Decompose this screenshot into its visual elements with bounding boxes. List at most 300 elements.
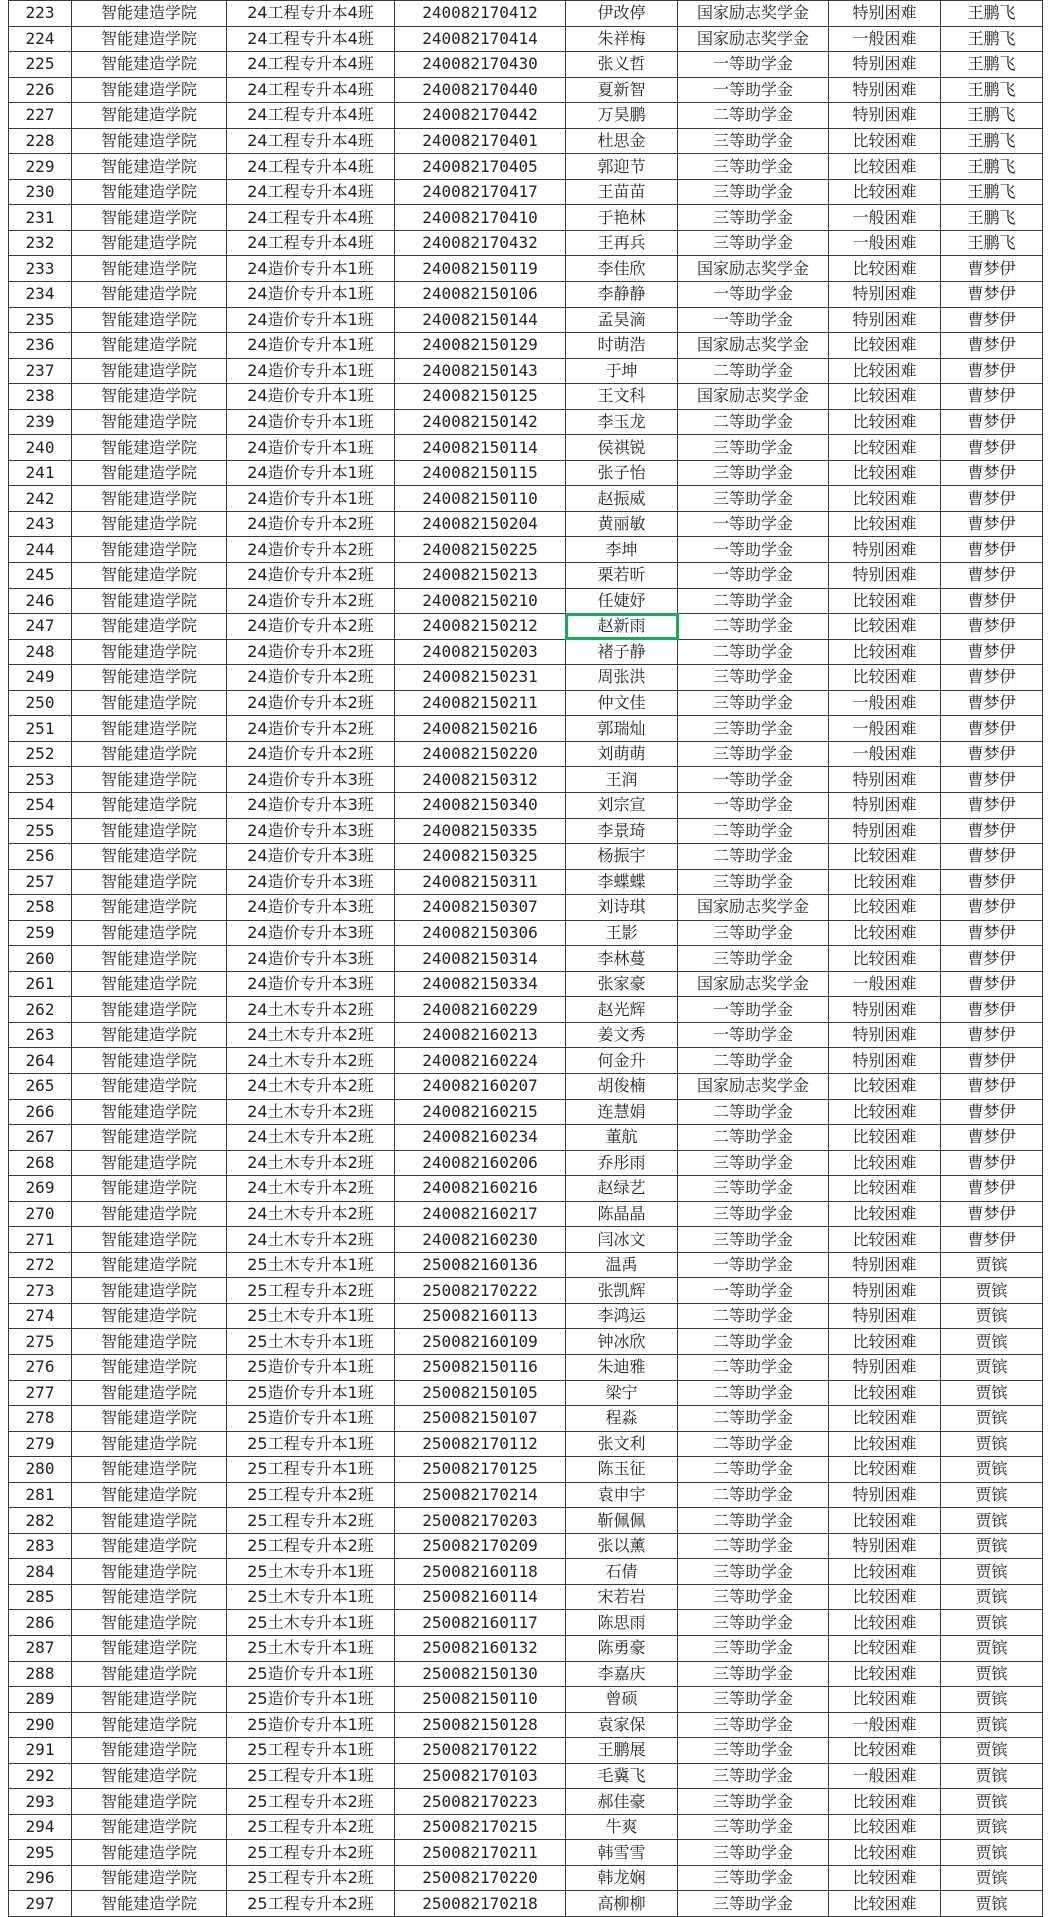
- award-type-cell: 三等助学金: [678, 230, 829, 256]
- student-name-cell[interactable]: 张凯辉: [566, 1278, 678, 1304]
- award-type-cell: 二等助学金: [678, 1125, 829, 1151]
- student-name-cell[interactable]: 李蝶蝶: [566, 869, 678, 895]
- student-name-cell[interactable]: 于坤: [566, 358, 678, 384]
- college-cell: 智能建造学院: [72, 1406, 227, 1432]
- award-type-cell: 二等助学金: [678, 639, 829, 665]
- student-name-cell[interactable]: 夏新智: [566, 77, 678, 103]
- student-name-cell[interactable]: 李坤: [566, 537, 678, 563]
- class-cell: 24土木专升本2班: [227, 1176, 395, 1202]
- student-name-cell[interactable]: 李佳欣: [566, 256, 678, 282]
- difficulty-level-cell: 比较困难: [829, 1661, 941, 1687]
- student-name-cell[interactable]: 张子怡: [566, 460, 678, 486]
- student-name-cell[interactable]: 郝佳豪: [566, 1789, 678, 1815]
- college-cell: 智能建造学院: [72, 792, 227, 818]
- difficulty-level-cell: 特别困难: [829, 52, 941, 78]
- row-number-cell: 286: [9, 1610, 72, 1636]
- award-type-cell: 三等助学金: [678, 690, 829, 716]
- teacher-cell: 曹梦伊: [941, 818, 1043, 844]
- class-cell: 24造价专升本1班: [227, 409, 395, 435]
- award-type-cell: 三等助学金: [678, 741, 829, 767]
- difficulty-level-cell: 比较困难: [829, 1150, 941, 1176]
- student-id-cell: 240082150106: [395, 282, 566, 308]
- student-name-cell[interactable]: 伊改停: [566, 1, 678, 27]
- row-number-cell: 271: [9, 1227, 72, 1253]
- difficulty-level-cell: 特别困难: [829, 1252, 941, 1278]
- award-type-cell: 二等助学金: [678, 1533, 829, 1559]
- award-type-cell: 三等助学金: [678, 1176, 829, 1202]
- college-cell: 智能建造学院: [72, 1125, 227, 1151]
- student-name-cell[interactable]: 万昊鹏: [566, 103, 678, 129]
- student-name-cell[interactable]: 袁申宇: [566, 1482, 678, 1508]
- award-type-cell: 二等助学金: [678, 1508, 829, 1534]
- college-cell: 智能建造学院: [72, 1482, 227, 1508]
- student-name-cell[interactable]: 王润: [566, 767, 678, 793]
- student-name-cell[interactable]: 钟冰欣: [566, 1329, 678, 1355]
- difficulty-level-cell: 比较困难: [829, 1406, 941, 1432]
- difficulty-level-cell: 一般困难: [829, 1712, 941, 1738]
- student-name-cell[interactable]: 李林蔓: [566, 946, 678, 972]
- award-type-cell: 国家励志奖学金: [678, 971, 829, 997]
- difficulty-level-cell: 比较困难: [829, 1201, 941, 1227]
- class-cell: 24土木专升本2班: [227, 997, 395, 1023]
- student-id-cell: 240082150334: [395, 971, 566, 997]
- student-name-cell[interactable]: 张家豪: [566, 971, 678, 997]
- table-row: [9, 946, 1043, 972]
- college-cell: 智能建造学院: [72, 1252, 227, 1278]
- teacher-cell: 曹梦伊: [941, 384, 1043, 410]
- student-name-cell[interactable]: 赵绿艺: [566, 1176, 678, 1202]
- row-number-cell: 287: [9, 1636, 72, 1662]
- class-cell: 24造价专升本3班: [227, 869, 395, 895]
- student-name-cell[interactable]: 刘萌萌: [566, 741, 678, 767]
- teacher-cell: 曹梦伊: [941, 716, 1043, 742]
- class-cell: 25造价专升本1班: [227, 1406, 395, 1432]
- student-name-cell[interactable]: 郭瑞灿: [566, 716, 678, 742]
- table-row: [9, 818, 1043, 844]
- teacher-cell: 王鹏飞: [941, 1, 1043, 27]
- table-row: [9, 767, 1043, 793]
- class-cell: 25造价专升本1班: [227, 1354, 395, 1380]
- class-cell: 24造价专升本3班: [227, 971, 395, 997]
- award-type-cell: 二等助学金: [678, 588, 829, 614]
- student-name-cell[interactable]: 何金升: [566, 1048, 678, 1074]
- award-type-cell: 二等助学金: [678, 818, 829, 844]
- teacher-cell: 曹梦伊: [941, 1176, 1043, 1202]
- award-type-cell: 三等助学金: [678, 1610, 829, 1636]
- class-cell: 24造价专升本1班: [227, 307, 395, 333]
- table-row: [9, 1329, 1043, 1355]
- award-type-cell: 三等助学金: [678, 869, 829, 895]
- table-row: [9, 614, 1043, 640]
- student-name-cell[interactable]: 侯祺锐: [566, 435, 678, 461]
- student-name-cell[interactable]: 任婕妤: [566, 588, 678, 614]
- table-row: [9, 307, 1043, 333]
- teacher-cell: 曹梦伊: [941, 256, 1043, 282]
- row-number-cell: 277: [9, 1380, 72, 1406]
- award-type-cell: 二等助学金: [678, 614, 829, 640]
- teacher-cell: 王鹏飞: [941, 52, 1043, 78]
- student-name-cell[interactable]: 刘宗宣: [566, 792, 678, 818]
- award-type-cell: 三等助学金: [678, 179, 829, 205]
- teacher-cell: 王鹏飞: [941, 103, 1043, 129]
- table-row: [9, 1789, 1043, 1815]
- award-type-cell: 二等助学金: [678, 1354, 829, 1380]
- student-name-cell[interactable]: 李玉龙: [566, 409, 678, 435]
- student-id-cell: 240082150231: [395, 665, 566, 691]
- table-row: [9, 1891, 1043, 1917]
- award-type-cell: 一等助学金: [678, 1252, 829, 1278]
- difficulty-level-cell: 一般困难: [829, 230, 941, 256]
- difficulty-level-cell: 比较困难: [829, 1584, 941, 1610]
- student-name-cell[interactable]: 张文利: [566, 1431, 678, 1457]
- difficulty-level-cell: 一般困难: [829, 205, 941, 231]
- student-name-cell[interactable]: 陈晶晶: [566, 1201, 678, 1227]
- teacher-cell: 曹梦伊: [941, 460, 1043, 486]
- row-number-cell: 279: [9, 1431, 72, 1457]
- difficulty-level-cell: 特别困难: [829, 1278, 941, 1304]
- row-number-cell: 292: [9, 1763, 72, 1789]
- college-cell: 智能建造学院: [72, 1022, 227, 1048]
- row-number-cell: 264: [9, 1048, 72, 1074]
- student-name-cell[interactable]: 时萌浩: [566, 333, 678, 359]
- row-number-cell: 258: [9, 895, 72, 921]
- difficulty-level-cell: 一般困难: [829, 716, 941, 742]
- class-cell: 24土木专升本2班: [227, 1022, 395, 1048]
- table-row: [9, 486, 1043, 512]
- student-name-cell[interactable]: 李鸿运: [566, 1303, 678, 1329]
- table-row: [9, 256, 1043, 282]
- student-id-cell: 250082170209: [395, 1533, 566, 1559]
- student-id-cell: 240082170414: [395, 26, 566, 52]
- table-row: [9, 1636, 1043, 1662]
- student-name-cell[interactable]: 朱迪雅: [566, 1354, 678, 1380]
- student-id-cell: 250082170211: [395, 1840, 566, 1866]
- row-number-cell: 297: [9, 1891, 72, 1917]
- student-name-cell[interactable]: 朱祥梅: [566, 26, 678, 52]
- student-name-cell[interactable]: 李景琦: [566, 818, 678, 844]
- difficulty-level-cell: 比较困难: [829, 1508, 941, 1534]
- difficulty-level-cell: 比较困难: [829, 1687, 941, 1713]
- student-name-cell[interactable]: 周张洪: [566, 665, 678, 691]
- student-id-cell: 250082160117: [395, 1610, 566, 1636]
- student-name-cell[interactable]: 郭迎节: [566, 154, 678, 180]
- row-number-cell: 233: [9, 256, 72, 282]
- table-row: [9, 1584, 1043, 1610]
- award-type-cell: 三等助学金: [678, 1636, 829, 1662]
- student-name-cell[interactable]: 董航: [566, 1125, 678, 1151]
- student-name-cell[interactable]: 张以薰: [566, 1533, 678, 1559]
- student-id-cell: 250082150130: [395, 1661, 566, 1687]
- difficulty-level-cell: 比较困难: [829, 1559, 941, 1585]
- student-id-cell: 250082170125: [395, 1457, 566, 1483]
- class-cell: 25土木专升本1班: [227, 1252, 395, 1278]
- student-id-cell: 240082160207: [395, 1073, 566, 1099]
- class-cell: 24工程专升本4班: [227, 230, 395, 256]
- student-name-cell[interactable]: 杜思金: [566, 128, 678, 154]
- row-number-cell: 226: [9, 77, 72, 103]
- teacher-cell: 曹梦伊: [941, 767, 1043, 793]
- row-number-cell: 276: [9, 1354, 72, 1380]
- college-cell: 智能建造学院: [72, 844, 227, 870]
- student-name-cell[interactable]: 陈思雨: [566, 1610, 678, 1636]
- student-name-cell[interactable]: 梁宁: [566, 1380, 678, 1406]
- college-cell: 智能建造学院: [72, 716, 227, 742]
- table-row: [9, 869, 1043, 895]
- college-cell: 智能建造学院: [72, 1508, 227, 1534]
- difficulty-level-cell: 比较困难: [829, 1865, 941, 1891]
- teacher-cell: 曹梦伊: [941, 563, 1043, 589]
- teacher-cell: 曹梦伊: [941, 1227, 1043, 1253]
- table-body: [9, 1, 1043, 1917]
- row-number-cell: 252: [9, 741, 72, 767]
- table-row: [9, 895, 1043, 921]
- student-id-cell: 250082170222: [395, 1278, 566, 1304]
- difficulty-level-cell: 特别困难: [829, 792, 941, 818]
- award-type-cell: 二等助学金: [678, 1303, 829, 1329]
- college-cell: 智能建造学院: [72, 282, 227, 308]
- student-name-cell[interactable]: 于艳林: [566, 205, 678, 231]
- row-number-cell: 241: [9, 460, 72, 486]
- class-cell: 24土木专升本2班: [227, 1099, 395, 1125]
- teacher-cell: 曹梦伊: [941, 665, 1043, 691]
- student-id-cell: 240082150212: [395, 614, 566, 640]
- difficulty-level-cell: 比较困难: [829, 409, 941, 435]
- difficulty-level-cell: 比较困难: [829, 1891, 941, 1917]
- student-name-cell[interactable]: 孟昊滴: [566, 307, 678, 333]
- teacher-cell: 曹梦伊: [941, 307, 1043, 333]
- college-cell: 智能建造学院: [72, 690, 227, 716]
- student-name-cell[interactable]: 陈勇豪: [566, 1636, 678, 1662]
- college-cell: 智能建造学院: [72, 537, 227, 563]
- class-cell: 24造价专升本2班: [227, 690, 395, 716]
- college-cell: 智能建造学院: [72, 1533, 227, 1559]
- teacher-cell: 贾镔: [941, 1610, 1043, 1636]
- college-cell: 智能建造学院: [72, 1687, 227, 1713]
- row-number-cell: 238: [9, 384, 72, 410]
- student-name-cell[interactable]: 胡俊楠: [566, 1073, 678, 1099]
- student-id-cell: 250082150128: [395, 1712, 566, 1738]
- student-name-cell[interactable]: 程淼: [566, 1406, 678, 1432]
- student-id-cell: 240082150216: [395, 716, 566, 742]
- student-id-cell: 240082160229: [395, 997, 566, 1023]
- table-row: [9, 741, 1043, 767]
- teacher-cell: 王鹏飞: [941, 128, 1043, 154]
- student-name-cell[interactable]: 张义哲: [566, 52, 678, 78]
- student-id-cell: 250082160132: [395, 1636, 566, 1662]
- student-name-cell[interactable]: 姜文秀: [566, 1022, 678, 1048]
- student-name-cell[interactable]: 袁家保: [566, 1712, 678, 1738]
- student-id-cell: 240082150340: [395, 792, 566, 818]
- teacher-cell: 曹梦伊: [941, 1048, 1043, 1074]
- award-type-cell: 三等助学金: [678, 1150, 829, 1176]
- student-name-cell[interactable]: 赵新雨: [566, 614, 678, 640]
- class-cell: 25工程专升本2班: [227, 1533, 395, 1559]
- award-type-cell: 三等助学金: [678, 1789, 829, 1815]
- class-cell: 24造价专升本3班: [227, 946, 395, 972]
- difficulty-level-cell: 比较困难: [829, 1840, 941, 1866]
- student-name-cell[interactable]: 王文科: [566, 384, 678, 410]
- difficulty-level-cell: 比较困难: [829, 1329, 941, 1355]
- row-number-cell: 247: [9, 614, 72, 640]
- student-name-cell[interactable]: 石倩: [566, 1559, 678, 1585]
- class-cell: 24工程专升本4班: [227, 128, 395, 154]
- award-type-cell: 三等助学金: [678, 1738, 829, 1764]
- table-row: [9, 792, 1043, 818]
- student-name-cell[interactable]: 连慧娟: [566, 1099, 678, 1125]
- student-id-cell: 240082160230: [395, 1227, 566, 1253]
- student-name-cell[interactable]: 乔彤雨: [566, 1150, 678, 1176]
- class-cell: 24造价专升本1班: [227, 256, 395, 282]
- class-cell: 24工程专升本4班: [227, 52, 395, 78]
- difficulty-level-cell: 比较困难: [829, 946, 941, 972]
- student-id-cell: 240082170440: [395, 77, 566, 103]
- student-id-cell: 240082170417: [395, 179, 566, 205]
- student-name-cell[interactable]: 褚子静: [566, 639, 678, 665]
- award-type-cell: 三等助学金: [678, 1865, 829, 1891]
- row-number-cell: 291: [9, 1738, 72, 1764]
- student-name-cell[interactable]: 曾硕: [566, 1687, 678, 1713]
- teacher-cell: 贾镔: [941, 1636, 1043, 1662]
- award-type-cell: 国家励志奖学金: [678, 26, 829, 52]
- row-number-cell: 237: [9, 358, 72, 384]
- row-number-cell: 285: [9, 1584, 72, 1610]
- table-row: [9, 1073, 1043, 1099]
- student-name-cell[interactable]: 王苗苗: [566, 179, 678, 205]
- award-type-cell: 二等助学金: [678, 1482, 829, 1508]
- row-number-cell: 251: [9, 716, 72, 742]
- student-name-cell[interactable]: 宋若岩: [566, 1584, 678, 1610]
- difficulty-level-cell: 比较困难: [829, 1610, 941, 1636]
- student-id-cell: 250082170220: [395, 1865, 566, 1891]
- row-number-cell: 253: [9, 767, 72, 793]
- table-row: [9, 1303, 1043, 1329]
- table-row: [9, 1814, 1043, 1840]
- college-cell: 智能建造学院: [72, 1201, 227, 1227]
- student-name-cell[interactable]: 王影: [566, 920, 678, 946]
- difficulty-level-cell: 比较困难: [829, 844, 941, 870]
- college-cell: 智能建造学院: [72, 767, 227, 793]
- table-row: [9, 1457, 1043, 1483]
- award-type-cell: 三等助学金: [678, 1840, 829, 1866]
- teacher-cell: 贾镔: [941, 1814, 1043, 1840]
- row-number-cell: 262: [9, 997, 72, 1023]
- row-number-cell: 265: [9, 1073, 72, 1099]
- student-id-cell: 240082150312: [395, 767, 566, 793]
- college-cell: 智能建造学院: [72, 1380, 227, 1406]
- student-name-cell[interactable]: 仲文佳: [566, 690, 678, 716]
- difficulty-level-cell: 比较困难: [829, 1636, 941, 1662]
- student-id-cell: 240082170410: [395, 205, 566, 231]
- difficulty-level-cell: 比较困难: [829, 511, 941, 537]
- table-row: [9, 920, 1043, 946]
- teacher-cell: 贾镔: [941, 1891, 1043, 1917]
- table-row: [9, 333, 1043, 359]
- class-cell: 24土木专升本2班: [227, 1048, 395, 1074]
- difficulty-level-cell: 特别困难: [829, 997, 941, 1023]
- student-name-cell[interactable]: 闫冰文: [566, 1227, 678, 1253]
- student-name-cell[interactable]: 韩雪雪: [566, 1840, 678, 1866]
- award-type-cell: 三等助学金: [678, 665, 829, 691]
- college-cell: 智能建造学院: [72, 588, 227, 614]
- difficulty-level-cell: 比较困难: [829, 1176, 941, 1202]
- student-name-cell[interactable]: 高柳柳: [566, 1891, 678, 1917]
- college-cell: 智能建造学院: [72, 741, 227, 767]
- student-name-cell[interactable]: 陈玉征: [566, 1457, 678, 1483]
- difficulty-level-cell: 比较困难: [829, 869, 941, 895]
- college-cell: 智能建造学院: [72, 1278, 227, 1304]
- class-cell: 25工程专升本2班: [227, 1278, 395, 1304]
- student-id-cell: 240082150125: [395, 384, 566, 410]
- award-type-cell: 二等助学金: [678, 103, 829, 129]
- student-name-cell[interactable]: 韩龙娴: [566, 1865, 678, 1891]
- row-number-cell: 257: [9, 869, 72, 895]
- student-name-cell[interactable]: 刘诗琪: [566, 895, 678, 921]
- student-name-cell[interactable]: 黄丽敏: [566, 511, 678, 537]
- class-cell: 24造价专升本1班: [227, 435, 395, 461]
- student-name-cell[interactable]: 李静静: [566, 282, 678, 308]
- table-row: [9, 1763, 1043, 1789]
- class-cell: 25工程专升本1班: [227, 1763, 395, 1789]
- college-cell: 智能建造学院: [72, 1457, 227, 1483]
- college-cell: 智能建造学院: [72, 869, 227, 895]
- award-type-cell: 三等助学金: [678, 1559, 829, 1585]
- student-id-cell: 250082170122: [395, 1738, 566, 1764]
- student-name-cell[interactable]: 赵振威: [566, 486, 678, 512]
- student-name-cell[interactable]: 李嘉庆: [566, 1661, 678, 1687]
- award-type-cell: 二等助学金: [678, 409, 829, 435]
- row-number-cell: 289: [9, 1687, 72, 1713]
- student-name-cell[interactable]: 杨振宇: [566, 844, 678, 870]
- award-type-cell: 一等助学金: [678, 1278, 829, 1304]
- college-cell: 智能建造学院: [72, 128, 227, 154]
- student-name-cell[interactable]: 王再兵: [566, 230, 678, 256]
- table-row: [9, 384, 1043, 410]
- table-row: [9, 997, 1043, 1023]
- row-number-cell: 249: [9, 665, 72, 691]
- teacher-cell: 贾镔: [941, 1278, 1043, 1304]
- class-cell: 24土木专升本2班: [227, 1073, 395, 1099]
- class-cell: 25工程专升本2班: [227, 1814, 395, 1840]
- award-type-cell: 三等助学金: [678, 946, 829, 972]
- student-name-cell[interactable]: 靳佩佩: [566, 1508, 678, 1534]
- row-number-cell: 293: [9, 1789, 72, 1815]
- teacher-cell: 贾镔: [941, 1712, 1043, 1738]
- class-cell: 25土木专升本1班: [227, 1303, 395, 1329]
- table-row: [9, 1150, 1043, 1176]
- teacher-cell: 贾镔: [941, 1763, 1043, 1789]
- student-name-cell[interactable]: 毛冀飞: [566, 1763, 678, 1789]
- college-cell: 智能建造学院: [72, 409, 227, 435]
- table-row: [9, 1738, 1043, 1764]
- student-id-cell: 250082150116: [395, 1354, 566, 1380]
- student-name-cell[interactable]: 王鹏展: [566, 1738, 678, 1764]
- teacher-cell: 贾镔: [941, 1431, 1043, 1457]
- row-number-cell: 284: [9, 1559, 72, 1585]
- difficulty-level-cell: 比较困难: [829, 1457, 941, 1483]
- student-id-cell: 240082150119: [395, 256, 566, 282]
- award-type-cell: 二等助学金: [678, 358, 829, 384]
- table-row: [9, 358, 1043, 384]
- student-name-cell[interactable]: 栗若昕: [566, 563, 678, 589]
- college-cell: 智能建造学院: [72, 154, 227, 180]
- student-name-cell[interactable]: 牛爽: [566, 1814, 678, 1840]
- table-row: [9, 1559, 1043, 1585]
- row-number-cell: 235: [9, 307, 72, 333]
- student-name-cell[interactable]: 赵光辉: [566, 997, 678, 1023]
- teacher-cell: 曹梦伊: [941, 486, 1043, 512]
- student-name-cell[interactable]: 温禹: [566, 1252, 678, 1278]
- college-cell: 智能建造学院: [72, 665, 227, 691]
